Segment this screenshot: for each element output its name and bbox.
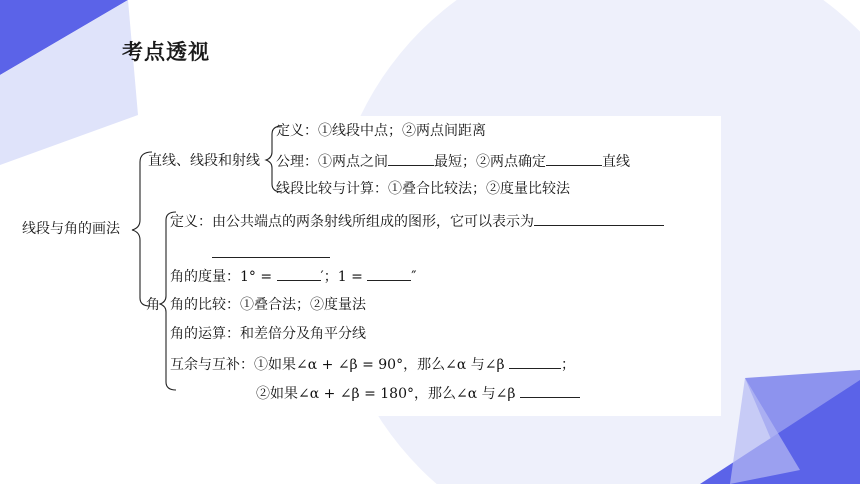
axiom-row (276, 151, 630, 171)
blank-minutes (277, 266, 321, 281)
segment-compare: 线段比较与计算：①叠合比较法；②度量比较法 (276, 181, 570, 197)
measure-text-2: ′；1 = (320, 269, 363, 285)
blank-angle-notation-2 (212, 243, 330, 258)
angle-measure-row (170, 266, 417, 286)
blank-shortest (388, 151, 434, 166)
blank-supplement (520, 383, 580, 398)
complement-row (170, 354, 575, 374)
angle-operation: 角的运算：和差倍分及角平分线 (170, 326, 366, 342)
angle-definition-row (170, 211, 664, 231)
supplement-row (256, 383, 580, 403)
blank-determine (546, 151, 602, 166)
axiom-text-1: 公理：①两点之间 (276, 154, 388, 170)
blank-seconds (367, 266, 411, 281)
angle-compare: 角的比较：①叠合法；②度量法 (170, 297, 366, 313)
root-topic: 线段与角的画法 (22, 221, 120, 237)
axiom-text-3: 直线 (602, 154, 630, 170)
blank-angle-notation (534, 211, 664, 226)
complement-text: 互余与互补：①如果∠α + ∠β = 90°，那么∠α 与∠β (170, 357, 505, 373)
branch-angle: 角 (146, 297, 160, 313)
branch-line-segment-ray: 直线、线段和射线 (148, 153, 260, 169)
supplement-text: ②如果∠α + ∠β = 180°，那么∠α 与∠β (256, 386, 516, 402)
measure-text-1: 角的度量：1° = (170, 269, 273, 285)
angle-definition: 定义：由公共端点的两条射线所组成的图形，它可以表示为 (170, 214, 534, 230)
page-title: 考点透视 (122, 40, 210, 64)
axiom-text-2: 最短；②两点确定 (434, 154, 546, 170)
complement-end: ； (561, 357, 575, 373)
def-line-segment: 定义：①线段中点；②两点间距离 (276, 123, 486, 139)
blank-complement (509, 354, 561, 369)
measure-text-3: ″ (411, 269, 417, 285)
